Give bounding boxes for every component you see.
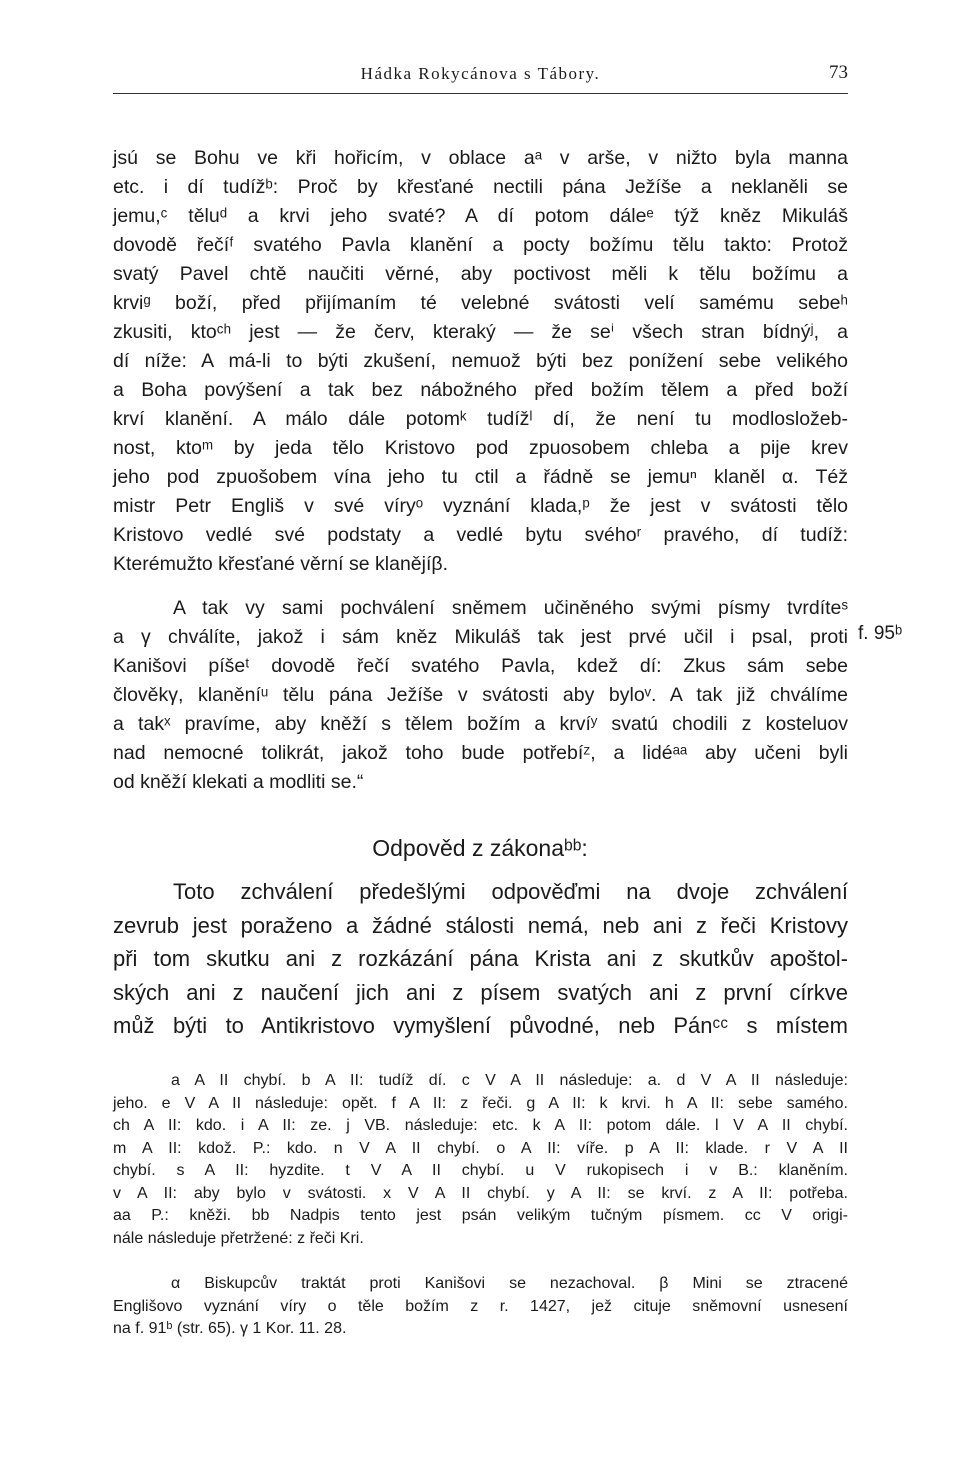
footnote-line: v A II: aby bylo v svátosti. x V A II chybí. y A II: se krví. z A II: potřeba. [113,1184,848,1202]
footnote-line: chybí. s A II: hyzdite. t V A II chybí. u V rukopisech i v B.: klaněním. [113,1162,848,1179]
running-head: Hádka Rokycánova s Tábory. [360,64,601,83]
commentary-line: na f. 91ᵇ (str. 65). γ 1 Kor. 11. 28. [113,1320,347,1337]
text-line: Kristovo vedlé své podstaty a vedlé bytu svéhoʳ pravého, dí tudíž: [113,524,848,546]
text-line: A tak vy sami pochválení sněmem učiněného svými písmy tvrdíteˢ [173,597,848,619]
text-line: krví klanění. A málo dále potomᵏ tudížˡ dí, že není tu modlosložeb- [113,408,848,430]
footnotes [113,1070,848,1250]
text-line: dovodě řečíᶠ svatého Pavla klanění a pocty božímu tělu takto: Protož [113,234,848,256]
text-line: Toto zchválení předešlými odpověďmi na dvoje zchválení [173,879,848,904]
text-line: mistr Petr Engliš v své víryᵒ vyznání klada,ᵖ že jest v svátosti tělo [113,495,848,517]
header-rule [113,93,848,94]
footnote-line: a A II chybí. b A II: tudíž dí. c V A II následuje: a. d V A II následuje: [171,1072,848,1089]
footnote-line: ch A II: kdo. i A II: ze. j VB. následuje: etc. k A II: potom dále. l V A II chybí. [113,1117,848,1134]
text-line: můž býti to Antikristovo vymyšlení původné, neb Pánᶜᶜ s místem [113,1013,848,1038]
text-line: a γ chválíte, jakož i sám kněz Mikuláš tak jest prvé učil i psal, proti [113,626,848,648]
commentary-line: α Biskupcův traktát proti Kanišovi se nezachoval. β Mini se ztracené [171,1275,848,1292]
text-line: člověkγ, klaněníᵘ tělu pána Ježíše v svátosti aby byloᵛ. A tak již chválíme [113,684,848,706]
section-text [113,875,848,1043]
text-line: při tom skutku ani z rozkázání pána Krista ani z skutkův apoštol- [113,946,848,971]
text-line: dí níže: A má-li to býti zkušení, nemuož býti bez ponížení sebe velikého [113,350,848,372]
text-line: nost, ktoᵐ by jeda tělo Kristovo pod zpuosobem chleba a pije krev [113,437,848,459]
commentary-notes [113,1273,848,1341]
footnote-line: aa P.: kněži. bb Nadpis tento jest psán velikým tučným písmem. cc V origi- [113,1207,848,1224]
footnote-line: m A II: kdož. P.: kdo. n V A II chybí. o A II: víře. p A II: klade. r V A II [113,1139,848,1157]
section-heading: Odpověd z zákonaᵇᵇ: [372,835,588,861]
text-line: svatý Pavel chtě naučiti věrné, aby poctivost měli k tělu božímu a [113,263,848,285]
page-number: 73 [829,62,848,83]
text-line: a takˣ pravíme, aby kněží s tělem božím a krvíʸ svatú chodili z kosteluov [113,713,848,735]
main-paragraph-1 [113,144,848,579]
text-line: a Boha povýšení a tak bez nábožného před božím tělem a před boží [113,379,848,401]
text-line: zkusiti, ktoᶜʰ jest — že červ, kteraký — že seⁱ všech stran bídnýʲ, a [113,321,848,343]
text-line: krviᵍ boží, před přijímaním té velebné svátosti velí samému sebeʰ [113,292,848,314]
footnote-line: jeho. e V A II následuje: opět. f A II: z řeči. g A II: k krvi. h A II: sebe samého. [113,1094,848,1112]
text-line: etc. i dí tudížᵇ: Proč by křesťané nectili pána Ježíše a neklaněli se [113,176,848,198]
main-paragraph-2 [113,594,848,797]
text-line: jemu,ᶜ těluᵈ a krvi jeho svaté? A dí potom dáleᵉ týž kněz Mikuláš [113,205,848,227]
text-line: od kněží klekati a modliti se.“ [113,771,364,793]
marginal-folio-note: f. 95ᵇ [858,623,903,644]
text-line: nad nemocné tolikrát, jakož toho bude potřebíᶻ, a lidéᵃᵃ aby učeni byli [113,742,848,764]
commentary-line: Englišovo vyznání víry o těle božím z r. 1427, jež cituje sněmovní usnesení [113,1297,848,1315]
footnote-line: nále následuje přetržené: z řeči Kri. [113,1229,364,1247]
text-line: Kterémužto křesťané věrní se klanějíβ. [113,553,449,575]
text-line: ských ani z naučení jich ani z písem svatých ani z první církve [113,979,848,1005]
text-line: zevrub jest poraženo a žádné stálosti nemá, neb ani z řeči Kristovy [113,912,848,938]
page-header [113,60,848,90]
text-line: jsú se Bohu ve kři hořicím, v oblace aᵃ v arše, v nižto byla manna [113,147,848,169]
text-line: jeho pod zpuošobem vína jeho tu ctil a řádně se jemuⁿ klaněl α. Též [113,466,848,488]
text-line: Kanišovi píšeᵗ dovodě řečí svatého Pavla, kdež dí: Zkus sám sebe [113,655,848,677]
